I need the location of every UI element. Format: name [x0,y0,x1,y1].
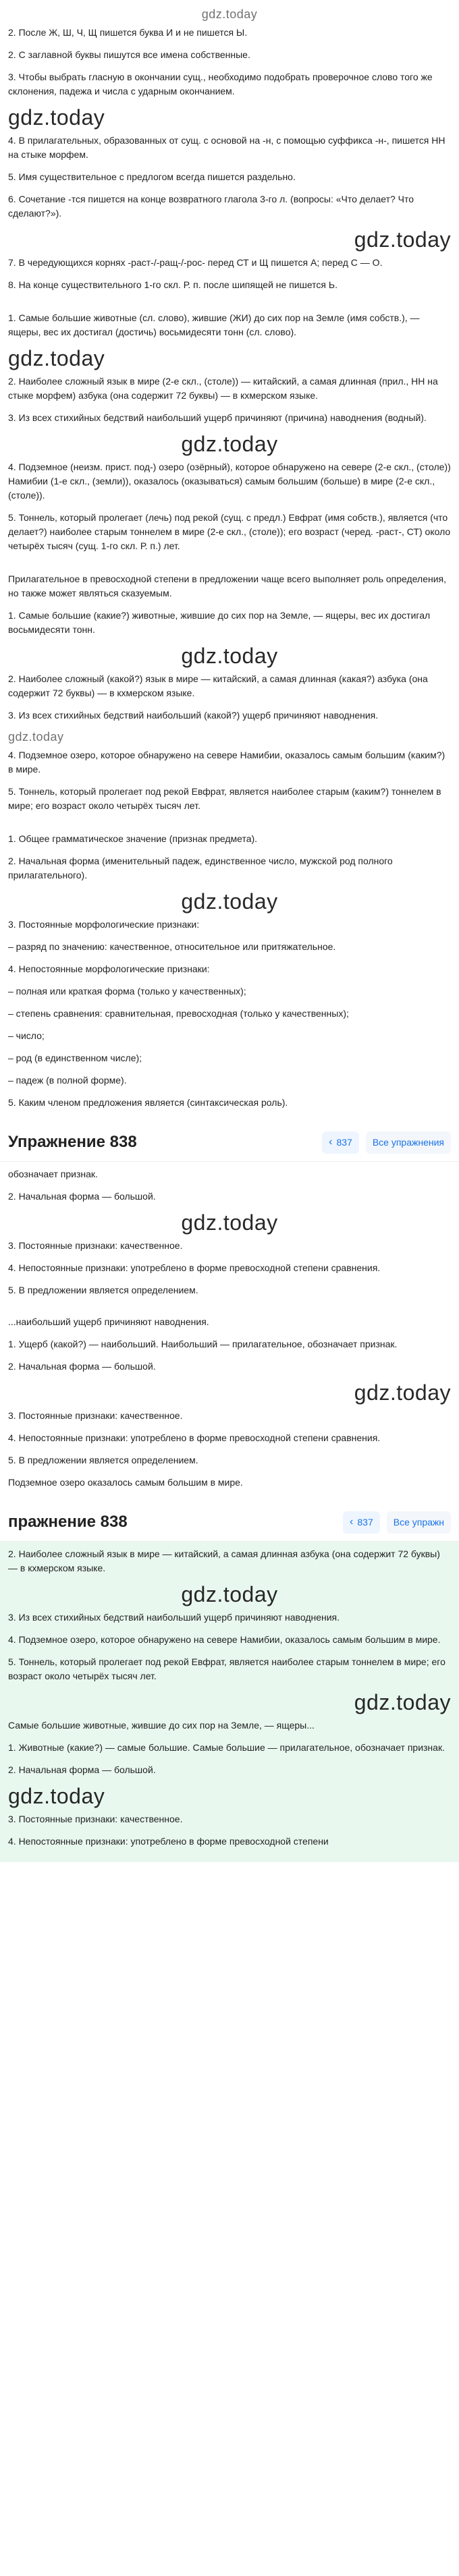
analysis-line: 3. Из всех стихийных бедствий наибольший ущерб причиняют (причина) наводнения (водный). [8,412,427,423]
ex2-line: 2. Наиболее сложный язык в мире — китайский, а самая длинная азбука (она содержит 72 буквы) — в кхмерском языке. [8,1548,440,1573]
analysis-line: 5. Тоннель, который пролегает (лечь) под рекой (сущ. с предл.) Евфрат (имя собств.), является (что делает?) наиболее старым тоннелем в мире (2-е скл., (столе)); его возраст (черед. -раст-, СТ) около четырёх тысяч (сущ. 1-го скл. Р. п.) лет. [8,512,451,551]
morph-line: 3. Постоянные морфологические признаки: [8,919,200,930]
ex1-line: ...наибольший ущерб причиняют наводнения. [8,1316,209,1327]
prev-exercise-button[interactable] [322,1131,359,1154]
analysis-line: 2. Наиболее сложный язык в мире (2-е скл., (столе)) — китайский, а самая длинная (прил., НН на стыке морфем) азбука (она содержит 72 буквы) — в кхмерском языке. [8,376,438,401]
exercise-nav [343,1511,451,1534]
ex1-line: 4. Непостоянные признаки: употреблено в форме превосходной степени сравнения. [8,1262,381,1273]
rule-line: 4. В прилагательных, образованных от сущ. с основой на -н, с помощью суффикса -н-, пишется НН на стыке морфем. [8,135,446,160]
rule-line: 2. После Ж, Ш, Ч, Щ пишется буква И и не пишется Ы. [8,27,248,38]
morph-line: – разряд по значению: качественное, относительное или притяжательное. [8,941,336,952]
ex1-line: 3. Постоянные признаки: качественное. [8,1240,183,1251]
ex1-line: Подземное озеро оказалось самым большим в мире. [8,1477,243,1488]
chevron-left-icon: ‹ [350,1516,354,1528]
middle-line: Прилагательное в превосходной степени в предложении чаще всего выполняет роль определения, но также может являться сказуемым. [8,573,446,598]
watermark: gdz.today [181,1582,278,1606]
morph-block [0,827,459,1123]
prev-exercise-label: 837 [357,1516,373,1528]
morph-line: – число; [8,1030,45,1041]
watermark: gdz.today [354,1690,451,1714]
morph-line: 2. Начальная форма (именительный падеж, единственное число, мужской род полного прилагательного). [8,856,393,880]
prev-exercise-label: 837 [336,1136,352,1148]
prev-exercise-button[interactable] [343,1511,380,1534]
morph-line: 4. Непостоянные морфологические признаки: [8,963,210,974]
morph-line: – падеж (в полной форме). [8,1075,127,1086]
analysis-line: 1. Самые большие животные (сл. слово), жившие (ЖИ) до сих пор на Земле (имя собств.), — ящеры, вес их достигал (достичь) восьмидесяти тонн (сл. слово). [8,312,420,337]
ex1-line: 1. Ущерб (какой?) — наибольший. Наибольший — прилагательное, обозначает признак. [8,1339,398,1349]
watermark: gdz.today [8,1784,105,1808]
rule-line: 5. Имя существительное с предлогом всегда пишется раздельно. [8,171,296,182]
middle-line: 4. Подземное озеро, которое обнаружено на севере Намибии, оказалось самым большим (каким?) в мире. [8,750,446,775]
watermark: gdz.today [8,105,105,130]
rule-line: 6. Сочетание -тся пишется на конце возвратного глагола 3-го л. (вопросы: «Что делает? Что сделают?»). [8,194,414,219]
ex2-line: 4. Подземное озеро, которое обнаружено на севере Намибии, оказалось самым большим в мире. [8,1634,441,1645]
exercise-header-2 [0,1503,459,1542]
ex1-line: обозначает признак. [8,1169,98,1179]
ex1-line: 4. Непостоянные признаки: употреблено в форме превосходной степени сравнения. [8,1432,381,1443]
exercise2-section [0,1503,459,1862]
exercise-title: пражнение 838 [8,1513,128,1531]
exercise2-content [0,1542,459,1862]
ex2-line: 5. Тоннель, который пролегает под рекой Евфрат, является наиболее старым тоннелем в мире; его возраст около четырёх тысяч лет. [8,1656,446,1681]
ex1-line: 2. Начальная форма — большой. [8,1191,156,1202]
watermark: gdz.today [181,889,278,914]
ex2-line: 3. Из всех стихийных бедствий наибольший ущерб причиняют наводнения. [8,1612,340,1623]
morph-line: – полная или краткая форма (только у качественных); [8,986,246,997]
chevron-left-icon: ‹ [329,1136,333,1148]
rule-line: 2. С заглавной буквы пишутся все имена собственные. [8,49,250,60]
all-exercises-button[interactable]: Все упражнения [366,1131,451,1154]
middle-line: 2. Наиболее сложный (какой?) язык в мире — китайский, а самая длинная (какая?) азбука (она содержит 72 буквы) — в кхмерском языке. [8,673,428,698]
watermark: gdz.today [181,1210,278,1235]
intro-rules-list [8,26,451,292]
middle-line: 5. Тоннель, который пролегает под рекой Евфрат, является наиболее старым (каким?) тоннелем в мире; его возраст около четырёх тысяч лет. [8,786,441,811]
morph-line: – род (в единственном числе); [8,1053,142,1063]
morph-line: 5. Каким членом предложения является (синтаксическая роль). [8,1097,288,1108]
rule-line: 8. На конце существительного 1-го скл. Р. п. после шипящей не пишется Ь. [8,279,338,290]
watermark: gdz.today [354,1380,451,1405]
watermark: gdz.today [181,432,278,456]
all-exercises-button[interactable]: Все упражн [387,1511,451,1534]
exercise-nav [322,1131,451,1154]
middle-line: 3. Из всех стихийных бедствий наибольший (какой?) ущерб причиняют наводнения. [8,710,379,721]
analysis-block [0,306,459,567]
exercise-header-1 [0,1123,459,1162]
rule-line: 7. В чередующихся корнях -раст-/-ращ-/-рос- перед СТ и Щ пишется А; перед С — О. [8,257,383,268]
watermark: gdz.today [8,730,64,744]
watermark: gdz.today [8,346,105,370]
intro-block [0,0,459,306]
ex1-line: 3. Постоянные признаки: качественное. [8,1410,183,1421]
rule-line: 3. Чтобы выбрать гласную в окончании сущ., необходимо подобрать проверочное слово того же склонения, падежа и числа с ударным окончанием. [8,72,433,96]
ex2-line: 2. Начальная форма — большой. [8,1764,156,1775]
analysis-line: 4. Подземное (неизм. прист. под-) озеро (озёрный), которое обнаружено на севере (2-е скл., (столе)) Намибии (1-е скл., (земли)), оказалось (оказываться) самым большим (больше) в мире (2-е скл., (столе)). [8,461,451,501]
ex1-line: 5. В предложении является определением. [8,1455,198,1465]
ex2-line: 3. Постоянные признаки: качественное. [8,1814,183,1824]
ex1-line: 5. В предложении является определением. [8,1285,198,1295]
watermark: gdz.today [181,644,278,668]
morph-line: 1. Общее грамматическое значение (признак предмета). [8,833,258,844]
ex2-line: 4. Непостоянные признаки: употреблено в форме превосходной степени [8,1836,329,1847]
ex2-line: 1. Животные (какие?) — самые большие. Самые большие — прилагательное, обозначает признак. [8,1742,445,1753]
middle-line: 1. Самые большие (какие?) животные, жившие до сих пор на Земле, — ящеры, вес их достигал восьмидесяти тонн. [8,610,431,635]
watermark: gdz.today [201,7,258,21]
exercise-title: Упражнение 838 [8,1133,137,1151]
middle-block [0,567,459,827]
ex1-line: 2. Начальная форма — большой. [8,1361,156,1372]
watermark: gdz.today [354,227,451,252]
ex2-line: Самые большие животные, жившие до сих пор на Земле, — ящеры... [8,1720,315,1731]
exercise1-content [0,1162,459,1503]
morph-line: – степень сравнения: сравнительная, превосходная (только у качественных); [8,1008,349,1019]
